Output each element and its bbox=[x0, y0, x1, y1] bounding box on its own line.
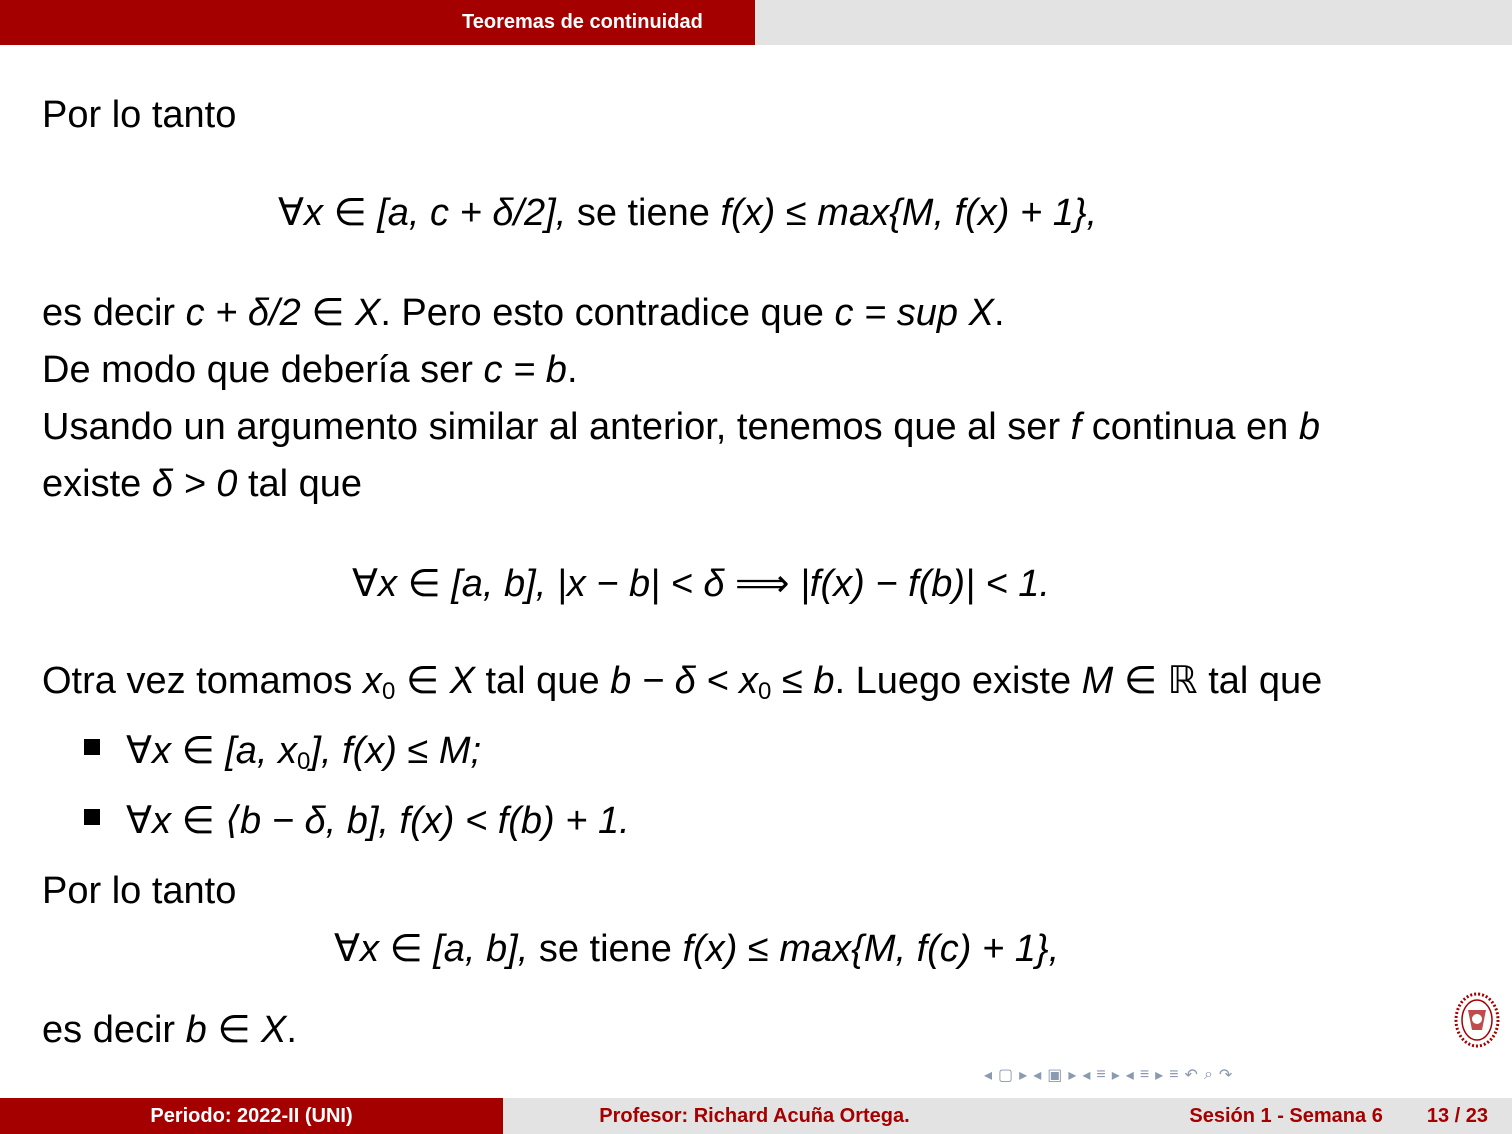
math: ∀x ∈ [a, x bbox=[126, 730, 298, 772]
subscript: 0 bbox=[297, 748, 311, 775]
equation-2: ∀x ∈ [a, b], |x − b| < δ ⟹ |f(x) − f(b)| < 1. bbox=[352, 563, 1050, 605]
math: ≤ b bbox=[781, 660, 835, 702]
beamer-navigation bbox=[984, 1062, 1504, 1088]
eq3-part-c: f(x) ≤ max{M, f(c) + 1}, bbox=[682, 928, 1060, 970]
eq1-part-c: f(x) ≤ max{M, f(x) + 1}, bbox=[720, 192, 1098, 234]
footer-period: Periodo: 2022-II (UNI) bbox=[0, 1098, 503, 1134]
text: es decir bbox=[42, 1009, 176, 1051]
math: f bbox=[1070, 406, 1082, 448]
text: Usando un argumento similar al anterior, tenemos que al ser bbox=[42, 406, 1061, 448]
text: tal que bbox=[1208, 660, 1323, 702]
list-item bbox=[84, 732, 481, 774]
nav-next-icon[interactable]: ▸ bbox=[1155, 1067, 1164, 1084]
nav-next-icon[interactable]: ▸ bbox=[1019, 1067, 1028, 1084]
subscript: 0 bbox=[758, 678, 772, 705]
text: . bbox=[566, 349, 578, 391]
eq1-part-b: se tiene bbox=[576, 192, 710, 234]
text-line bbox=[42, 1011, 297, 1049]
document-icon[interactable]: ≡ bbox=[1139, 1066, 1150, 1083]
nav-prev-icon[interactable]: ◂ bbox=[1033, 1067, 1042, 1084]
eq1-part-a: ∀x ∈ [a, c + δ/2], bbox=[278, 192, 567, 234]
footer-bar bbox=[0, 1098, 1512, 1134]
math: c + δ/2 ∈ X bbox=[185, 292, 381, 334]
section-title: Teoremas de continuidad bbox=[0, 0, 755, 45]
back-icon[interactable]: ↶ bbox=[1184, 1067, 1198, 1084]
nav-prev-icon[interactable]: ◂ bbox=[1082, 1067, 1091, 1084]
university-seal-icon bbox=[1454, 992, 1500, 1048]
math: b bbox=[1298, 406, 1320, 448]
math: c = b bbox=[483, 349, 567, 391]
text: Otra vez tomamos bbox=[42, 660, 353, 702]
math-var: b − δ < x bbox=[610, 660, 759, 702]
section-icon[interactable]: ≡ bbox=[1096, 1066, 1106, 1083]
bullet-icon bbox=[84, 809, 100, 825]
subscript: 0 bbox=[381, 678, 396, 705]
text-line bbox=[42, 662, 1322, 704]
math-var: x bbox=[362, 660, 382, 702]
text: . Pero esto contradice que bbox=[380, 292, 824, 334]
text: continua en bbox=[1091, 406, 1289, 448]
text: tal que bbox=[485, 660, 600, 702]
list-item bbox=[84, 802, 630, 840]
text-line: Por lo tanto bbox=[42, 94, 237, 136]
text: . Luego existe bbox=[834, 660, 1072, 702]
text-line: Por lo tanto bbox=[42, 870, 237, 912]
text: . bbox=[286, 1009, 297, 1051]
text: es decir bbox=[42, 292, 176, 334]
page-number: 13 / 23 bbox=[1426, 1104, 1488, 1127]
forward-icon[interactable]: ↷ bbox=[1218, 1067, 1233, 1084]
text: De modo que debería ser bbox=[42, 349, 473, 391]
math bbox=[362, 660, 396, 705]
nav-next-icon[interactable]: ▸ bbox=[1068, 1067, 1077, 1084]
eq3-part-a: ∀x ∈ [a, b], bbox=[334, 928, 529, 970]
text: . bbox=[993, 292, 1005, 334]
text-line bbox=[42, 351, 578, 389]
math: δ > 0 bbox=[151, 463, 238, 505]
footer-session bbox=[1006, 1098, 1512, 1134]
text: tal que bbox=[247, 463, 363, 505]
math: ], f(x) ≤ M; bbox=[310, 730, 482, 772]
subsection-icon[interactable]: ▣ bbox=[1047, 1067, 1063, 1084]
text-line bbox=[42, 408, 1320, 446]
nav-prev-icon[interactable]: ◂ bbox=[1125, 1067, 1134, 1084]
math: M ∈ ℝ bbox=[1081, 660, 1198, 702]
footer-professor: Profesor: Richard Acuña Ortega. bbox=[503, 1098, 1006, 1134]
appendix-icon[interactable]: ≡ bbox=[1169, 1066, 1179, 1083]
text-line bbox=[42, 465, 362, 503]
eq3-part-b: se tiene bbox=[538, 928, 672, 970]
equation-1 bbox=[278, 194, 1097, 232]
math: ∀x ∈ ⟨b − δ, b], f(x) < f(b) + 1. bbox=[126, 800, 630, 842]
text-line bbox=[42, 294, 1005, 332]
nav-prev-icon[interactable]: ◂ bbox=[984, 1067, 993, 1084]
math: ∈ X bbox=[405, 660, 475, 702]
search-icon[interactable]: ⌕ bbox=[1203, 1066, 1213, 1083]
bullet-icon bbox=[84, 739, 100, 755]
math: c = sup X bbox=[834, 292, 994, 334]
equation-3 bbox=[334, 930, 1059, 968]
nav-next-icon[interactable]: ▸ bbox=[1111, 1067, 1120, 1084]
math: b ∈ X bbox=[185, 1009, 287, 1051]
math bbox=[610, 660, 772, 705]
header-bar bbox=[0, 0, 1512, 45]
text: existe bbox=[42, 463, 142, 505]
session-label: Sesión 1 - Semana 6 bbox=[1189, 1104, 1383, 1127]
frame-icon[interactable]: ▢ bbox=[998, 1067, 1014, 1084]
